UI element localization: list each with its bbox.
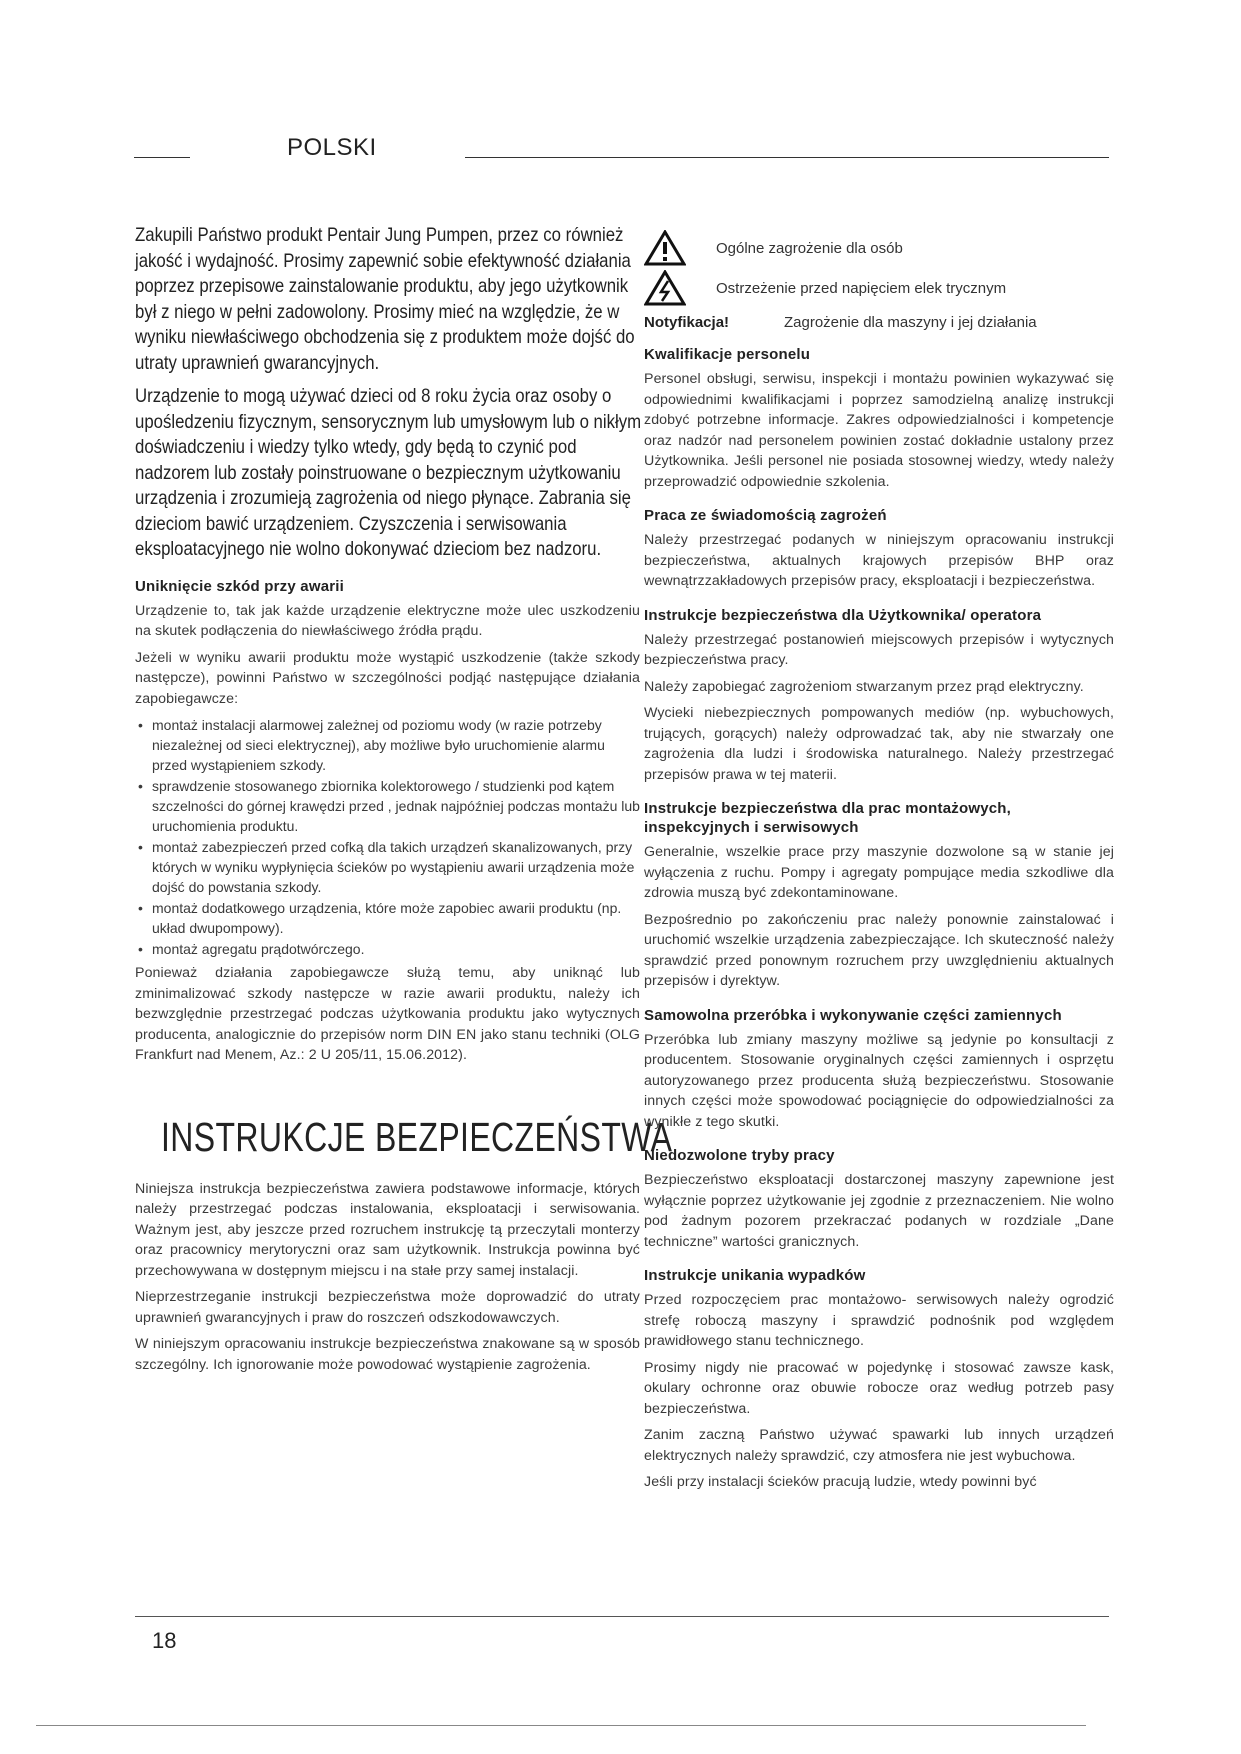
safety-paragraph-1: Niniejsza instrukcja bezpieczeństwa zawiera podstawowe informacje, których należy przestrzegać podczas instalowania, eksploatacji i serwisowania. Ważnym jest, aby jeszcze przed rozruchem instrukcję tą przeczytali monterzy oraz pracownicy merytoryczni oraz sam użytkownik. Instrukcja powinna być przechowywana w dostępnym miejscu i na stałe przy samej instalacji. bbox=[135, 1180, 640, 1279]
list-item: • montaż zabezpieczeń przed cofką dla takich urządzeń skanalizowanych, przy których w wyniku wypłynięcia ścieków po wystąpieniu awarii urządzenia może dojść do powstania szkody. bbox=[135, 837, 640, 897]
language-header: POLSKI bbox=[287, 134, 377, 161]
safety-instructions-title: INSTRUKCJE BEZPIECZEŃSTWA bbox=[161, 1113, 673, 1160]
warning-triangle-icon bbox=[644, 230, 686, 266]
preventive-measures-list bbox=[135, 715, 640, 959]
avoid-damage-paragraph-3: Ponieważ działania zapobiegawcze służą temu, aby uniknąć lub zminimalizować szkody następcze w razie awarii produktu, należy ich bezwzględnie przestrzegać podczas użytkowania produktu jako wytycznych producenta, analogicznie do przepisów norm DIN EN jako stanu techniki (OLG Frankfurt nad Menem, Az.: 2 U 205/11, 15.06.2012). bbox=[135, 965, 640, 1063]
section-paragraph: Zanim zaczną Państwo używać spawarki lub innych urządzeń elektrycznych należy sprawdzić, czy atmosfera nie jest wybuchowa. bbox=[644, 1427, 1114, 1464]
electric-hazard-icon bbox=[644, 270, 686, 306]
section-heading: Instrukcje unikania wypadków bbox=[644, 1267, 866, 1284]
list-item: • sprawdzenie stosowanego zbiornika kolektorowego / studzienki pod kątem szczelności do górnej krawędzi przed , jednak najpóźniej podczas montażu lub uruchomienia produktu. bbox=[135, 776, 640, 836]
section-paragraph: Przed rozpoczęciem prac montażowo- serwisowych należy ogrodzić strefę roboczą maszyny i sprawdzić podnośnik pod względem prawidłowego stanu technicznego. bbox=[644, 1292, 1114, 1349]
symbol-text: Ogólne zagrożenie dla osób bbox=[716, 239, 903, 257]
section-paragraph: Jeśli przy instalacji ścieków pracują ludzie, wtedy powinni być bbox=[644, 1474, 1037, 1490]
section-paragraph: Bezpośrednio po zakończeniu prac należy ponownie zainstalować i uruchomić wszelkie urządzenia zabezpieczające. Ich skuteczność należy sprawdzić przed ponownym rozruchem przy uwzględnieniu aktualnych przepisów i dyrektyw. bbox=[644, 911, 1114, 989]
section-heading: Instrukcje bezpieczeństwa dla Użytkownika/ operatora bbox=[644, 606, 1042, 624]
notification-row bbox=[644, 314, 1114, 331]
symbol-row-electric bbox=[644, 268, 1114, 308]
header-rule-right bbox=[465, 157, 1109, 158]
section-heading: Instrukcje bezpieczeństwa dla prac montażowych, inspekcyjnych i serwisowych bbox=[644, 800, 1012, 836]
list-item: • montaż dodatkowego urządzenia, które może zapobiec awarii produktu (np. układ dwupompowy). bbox=[135, 898, 640, 938]
section-heading: Samowolna przeróbka i wykonywanie części zamiennych bbox=[644, 1006, 1062, 1024]
safety-paragraph-3: W niniejszym opracowaniu instrukcje bezpieczeństwa znakowane są w sposób szczególny. Ich ignorowanie może powodować wystąpienie zagrożenia. bbox=[135, 1336, 640, 1373]
list-item: • montaż agregatu prądotwórczego. bbox=[135, 939, 640, 959]
avoid-damage-paragraph-2: Jeżeli w wyniku awarii produktu może wystąpić uszkodzenie (także szkody następcze), powinni Państwo w szczególności podjąć następujące działania zapobiegawcze: bbox=[135, 649, 640, 707]
section-heading: Praca ze świadomością zagrożeń bbox=[644, 507, 887, 524]
section-paragraph: Prosimy nigdy nie pracować w pojedynkę i stosować zawsze kask, okulary ochronne oraz obuwie robocze oraz według potrzeb pasy bezpieczeństwa. bbox=[644, 1359, 1114, 1417]
section-paragraph: Przeróbka lub zmiany maszyny możliwe są jedynie po konsultacji z producentem. Stosowanie oryginalnych części zamiennych i osprzętu autoryzowanego przez producenta służą bezpieczeństwu. Stosowanie innych części może spowodować pociągnięcie do odpowiedzialności za wynikłe z tego skutki. bbox=[644, 1031, 1114, 1130]
right-column bbox=[644, 228, 1114, 1499]
notification-text: Zagrożenie dla maszyny i jej działania bbox=[784, 314, 1037, 331]
section-heading: Niedozwolone tryby pracy bbox=[644, 1147, 835, 1164]
symbol-text: Ostrzeżenie przed napięciem elek trycznym bbox=[716, 279, 1007, 297]
section-heading: Kwalifikacje personelu bbox=[644, 346, 811, 363]
section-paragraph: Personel obsługi, serwisu, inspekcji i montażu powinien wykazywać się odpowiednimi kwalifikacjami i poprzez samodzielną analizę instrukcji zdobyć potrzebne informacje. Zakres odpowiedzialności i kompetencje oraz nadzór nad personelem powinien zostać dokładnie ustalony przez Użytkownika. Jeśli personel nie posiada stosownej wiedzy, wtedy należy przeprowadzić odpowiednie szkolenia. bbox=[644, 371, 1114, 490]
avoid-damage-heading: Uniknięcie szkód przy awarii bbox=[135, 577, 345, 595]
bottom-rule bbox=[36, 1725, 1086, 1726]
left-column bbox=[135, 223, 673, 1381]
footer-rule bbox=[135, 1616, 1109, 1617]
section-paragraph: Generalnie, wszelkie prace przy maszynie dozwolone są w stanie jej wyłączenia z ruchu. Pompy i agregaty pompujące media szkodliwe dla zdrowia muszą być zdekontaminowane. bbox=[644, 844, 1114, 901]
page-number: 18 bbox=[152, 1628, 177, 1653]
section-paragraph: Należy przestrzegać podanych w niniejszym opracowaniu instrukcji bezpieczeństwa, aktualnych krajowych przepisów BHP oraz wewnątrzzakładowych przepisów pracy, eksploatacji i bezpieczeństwa. bbox=[644, 532, 1114, 589]
section-paragraph: Należy zapobiegać zagrożeniom stwarzanym przez prąd elektryczny. bbox=[644, 678, 1084, 695]
list-item: • montaż instalacji alarmowej zależnej od poziomu wody (w razie potrzeby niezależnej od sieci elektrycznej), aby możliwe było uruchomienie alarmu przed wystąpieniem szkody. bbox=[135, 715, 640, 775]
safety-paragraph-2: Nieprzestrzeganie instrukcji bezpieczeństwa może doprowadzić do utraty uprawnień gwarancyjnych i praw do roszczeń odszkodowawczych. bbox=[135, 1289, 640, 1326]
section-paragraph: Wycieki niebezpiecznych pompowanych mediów (np. wybuchowych, trujących, gorących) należy odprowadzać tak, aby nie stwarzały one zagrożenia dla ludzi i środowiska naturalnego. Należy przestrzegać przepisów prawa w tej materii. bbox=[644, 705, 1114, 783]
intro-paragraph-1: Zakupili Państwo produkt Pentair Jung Pumpen, przez co również jakość i wydajność. Prosimy zapewnić sobie efektywność działania poprzez przepisowe zainstalowanie produktu, aby jego użytkownik był z niego w pełni zadowolony. Prosimy mieć na względzie, że w wyniku niewłaściwego obchodzenia się z produktem może dojść do utraty uprawnień gwarancyjnych. bbox=[135, 224, 635, 374]
section-paragraph: Należy przestrzegać postanowień miejscowych przepisów i wytycznych bezpieczeństwa pracy. bbox=[644, 631, 1114, 668]
symbol-row-general bbox=[644, 228, 1114, 268]
header-rule-left bbox=[134, 157, 190, 158]
avoid-damage-paragraph-1: Urządzenie to, tak jak każde urządzenie elektryczne może ulec uszkodzeniu na skutek podłączenia do niewłaściwego źródła prądu. bbox=[135, 602, 640, 639]
intro-paragraph-2: Urządzenie to mogą używać dzieci od 8 roku życia oraz osoby o upośledzeniu fizycznym, sensorycznym lub umysłowym lub o nikłym doświadczeniu i wiedzy tylko wtedy, gdy będą to czynić pod nadzorem lub zostały poinstruowane o bezpiecznym użytkowaniu urządzenia i zrozumieją zagrożenia od niego płynące. Zabrania się dzieciom bawić urządzeniem. Czyszczenia i serwisowania eksploatacyjnego nie wolno dokonywać dzieciom bez nadzoru. bbox=[135, 385, 642, 560]
section-paragraph: Bezpieczeństwo eksploatacji dostarczonej maszyny zapewnione jest wyłącznie poprzez użytkowanie jej zgodnie z przeznaczeniem. Nie wolno pod żadnym pozorem przekraczać podanych w rozdziale „Dane techniczne” wartości granicznych. bbox=[644, 1172, 1114, 1250]
notification-label: Notyfikacja! bbox=[644, 314, 730, 331]
